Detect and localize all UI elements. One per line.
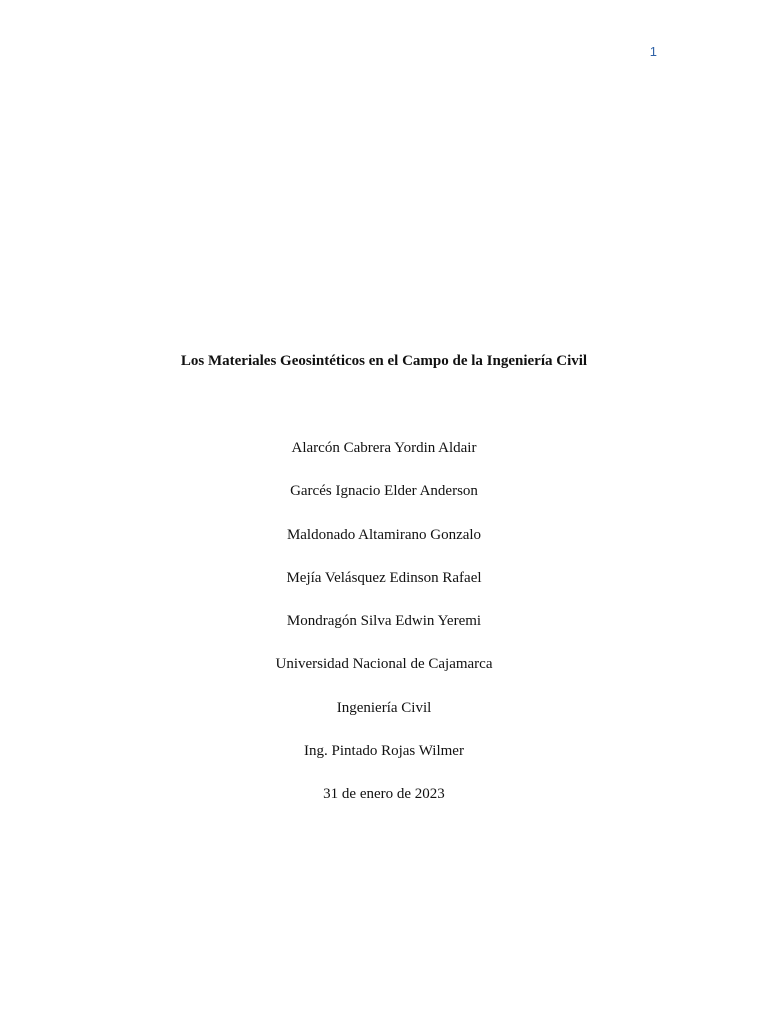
page-number: 1 [649,44,657,59]
author-name: Maldonado Altamirano Gonzalo [286,526,482,543]
author-name: Garcés Ignacio Elder Anderson [290,483,478,500]
cover-details [0,438,768,828]
document-date: 31 de enero de 2023 [323,786,445,803]
university-name: Universidad Nacional de Cajamarca [275,656,493,673]
faculty-name: Ingeniería Civil [336,699,432,716]
author-name: Mondragón Silva Edwin Yeremi [286,613,482,630]
document-title: Los Materiales Geosintéticos en el Campo de la Ingeniería Civil [180,353,588,369]
instructor-name: Ing. Pintado Rojas Wilmer [304,743,464,760]
author-name: Mejía Velásquez Edinson Rafael [286,569,482,586]
author-name: Alarcón Cabrera Yordin Aldair [291,440,477,456]
